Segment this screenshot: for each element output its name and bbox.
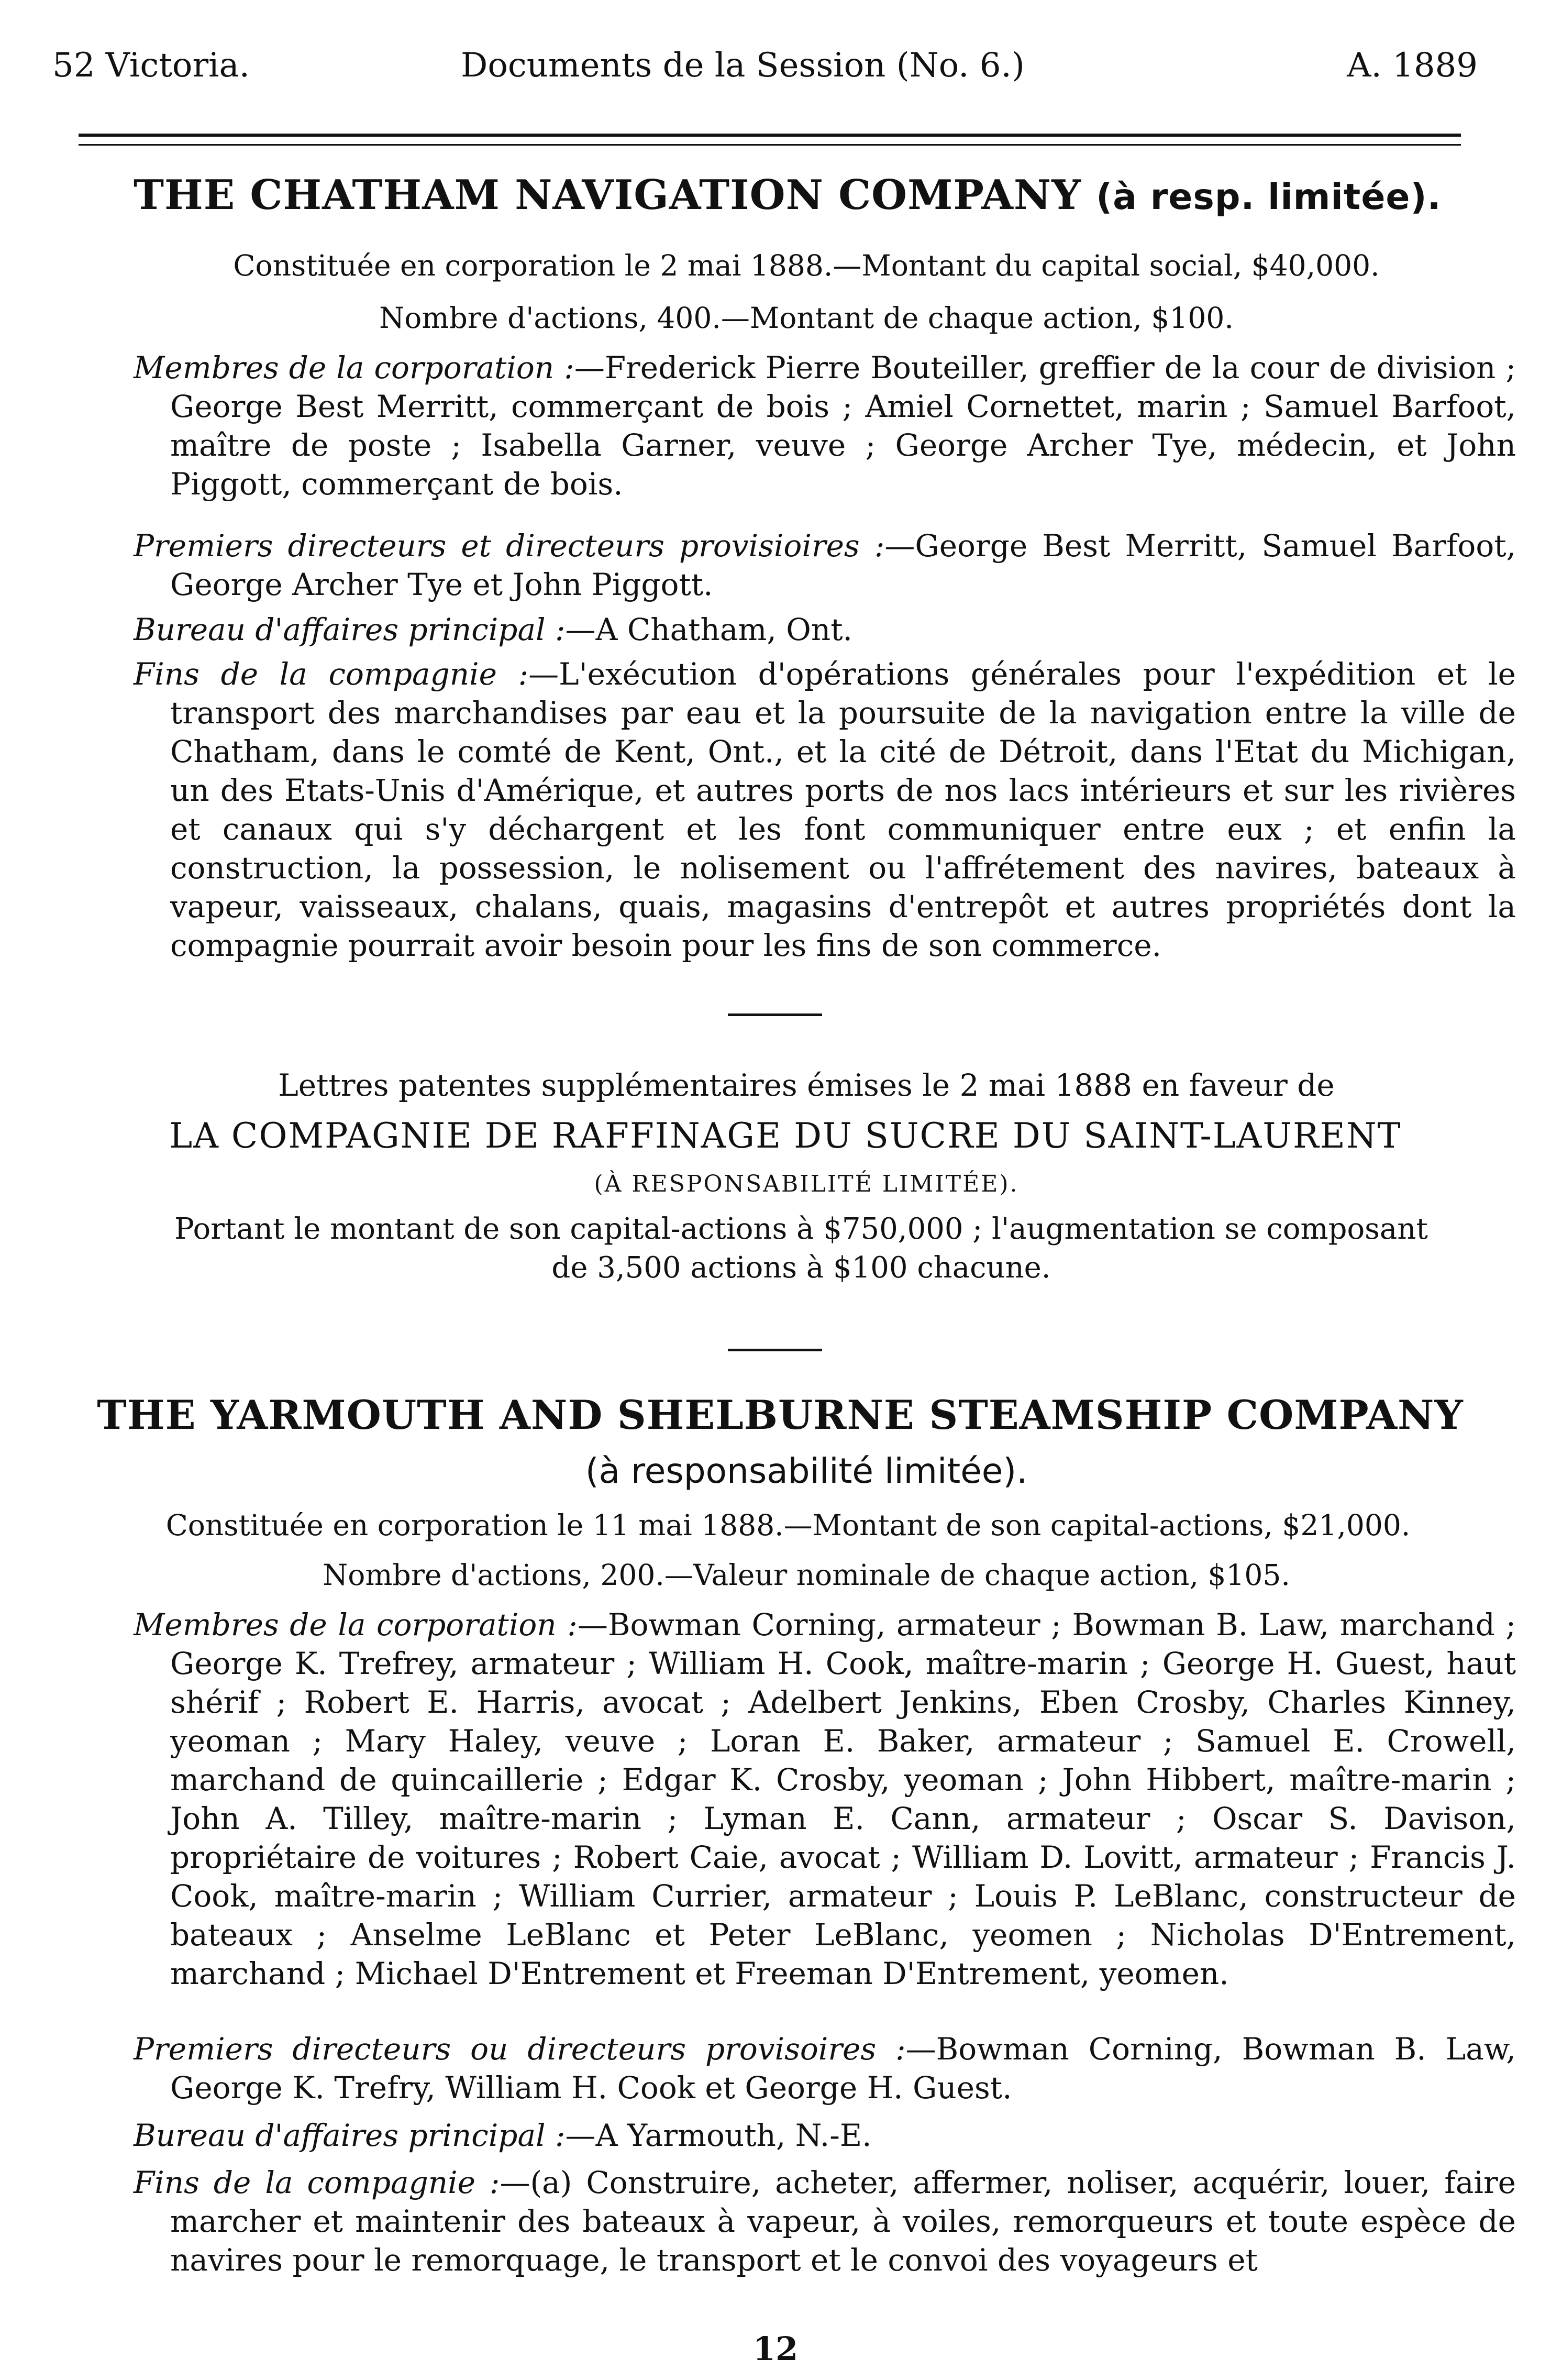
chatham-members-text: —Frederick Pierre Bouteiller, greffier de la cour de division ; George Best Merritt, commerçant de bois ; Amiel Cornettet, marin ; Samuel Barfoot, maître de poste ; Isabella Garner, veuve ; George Archer Tye, médecin, et John Piggott, commerçant de bois. [170, 350, 1516, 502]
chatham-title [134, 173, 1479, 218]
yarmouth-directors-label: Premiers directeurs ou directeurs provisoires : [134, 2031, 906, 2067]
yarmouth-shares-block [134, 1556, 1479, 1594]
sucre-intro-text: Lettres patentes supplémentaires émises le 2 mai 1888 en faveur de [278, 1067, 1335, 1103]
chatham-purposes-text: —L'exécution d'opérations générales pour l'expédition et le transport des marchandises par eau et la poursuite de la navigation entre la ville de Chatham, dans le comté de Kent, Ont., et la cité de Détroit, dans l'Etat du Michigan, un des Etats-Unis d'Amérique, et autres ports de nos lacs intérieurs et sur les rivières et canaux qui s'y déchargent et les font communiquer entre eux ; et enfin la construction, la possession, le nolisement ou l'affrétement des navires, bateaux à vapeur, vaisseaux, chalans, quais, magasins d'entrepôt et autres propriétés dont la compagnie pourrait avoir besoin pour les fins de son commerce. [170, 656, 1516, 963]
yarmouth-title: THE YARMOUTH AND SHELBURNE STEAMSHIP COMPANY [97, 1392, 1464, 1438]
chatham-members [134, 348, 1516, 503]
chatham-office-label: Bureau d'affaires principal : [134, 612, 566, 647]
sucre-title: LA COMPAGNIE DE RAFFINAGE DU SUCRE DU SAINT-LAURENT [169, 1116, 1402, 1156]
chatham-directors-label: Premiers directeurs et directeurs provisioires : [134, 528, 885, 564]
yarmouth-directors [134, 2030, 1516, 2107]
chatham-info [134, 246, 1479, 285]
chatham-title-text: THE CHATHAM NAVIGATION COMPANY [134, 171, 1081, 219]
sucre-body-line1: Portant le montant de son capital-actions à $750,000 ; l'augmentation se composant [174, 1212, 1428, 1246]
yarmouth-capital-line: Constituée en corporation le 11 mai 1888.—Montant de son capital-actions, $21,000. [165, 1508, 1411, 1542]
sucre-intro [134, 1066, 1479, 1105]
chatham-title-suffix: (à resp. limitée). [1096, 177, 1442, 218]
yarmouth-shares-line: Nombre d'actions, 200.—Valeur nominale de chaque action, $105. [323, 1558, 1290, 1592]
chatham-capital-line: Constituée en corporation le 2 mai 1888.—Montant du capital social, $40,000. [233, 249, 1380, 282]
chatham-directors-text: —George Best Merritt, Samuel Barfoot, George Archer Tye et John Piggott. [170, 528, 1516, 602]
running-head [52, 46, 1499, 93]
yarmouth-office [134, 2116, 1516, 2155]
yarmouth-title-block [73, 1393, 1487, 1437]
yarmouth-members [134, 1605, 1516, 1993]
chatham-office [134, 610, 1516, 649]
chatham-purposes-label: Fins de la compagnie : [134, 656, 529, 692]
chatham-directors [134, 526, 1516, 604]
header-year: A. 1889 [1347, 46, 1478, 85]
yarmouth-members-label: Membres de la corporation : [134, 1607, 578, 1643]
header-document-title: Documents de la Session (No. 6.) [461, 46, 1025, 85]
sucre-body-line2: de 3,500 actions à $100 chacune. [551, 1251, 1051, 1285]
header-double-rule [79, 134, 1461, 146]
yarmouth-office-text: —A Yarmouth, N.-E. [565, 2118, 872, 2153]
sucre-body [120, 1210, 1482, 1287]
sucre-title-block [105, 1116, 1466, 1156]
header-session-year: 52 Victoria. [52, 46, 250, 85]
page-number: 12 [752, 2330, 799, 2368]
yarmouth-directors-text: —Bowman Corning, Bowman B. Law, George K. Trefry, William H. Cook et George H. Guest. [170, 2031, 1516, 2106]
sucre-subtitle: (À RESPONSABILITÉ LIMITÉE). [594, 1171, 1019, 1197]
yarmouth-office-label: Bureau d'affaires principal : [134, 2118, 566, 2153]
yarmouth-purposes [134, 2163, 1516, 2279]
chatham-shares-line: Nombre d'actions, 400.—Montant de chaque action, $100. [379, 301, 1234, 335]
chatham-section [134, 173, 1479, 218]
section-divider-2 [728, 1349, 822, 1351]
yarmouth-purposes-label: Fins de la compagnie : [134, 2165, 500, 2200]
yarmouth-purposes-text: —(a) Construire, acheter, affermer, noliser, acquérir, louer, faire marcher et maintenir des bateaux à vapeur, à voiles, remorqueurs et toute espèce de navires pour le remorquage, le transport et le convoi des voyageurs et [170, 2165, 1516, 2278]
yarmouth-members-text: —Bowman Corning, armateur ; Bowman B. Law, marchand ; George K. Trefrey, armateur ; William H. Cook, maître-marin ; George H. Guest, haut shérif ; Robert E. Harris, avocat ; Adelbert Jenkins, Eben Crosby, Charles Kinney, yeoman ; Mary Haley, veuve ; Loran E. Baker, armateur ; Samuel E. Crowell, marchand de quincaillerie ; Edgar K. Crosby, yeoman ; John Hibbert, maître-marin ; John A. Tilley, maître-marin ; Lyman E. Cann, armateur ; Oscar S. Davison, propriétaire de voitures ; Robert Caie, avocat ; William D. Lovitt, armateur ; Francis J. Cook, maître-marin ; William Currier, armateur ; Louis P. LeBlanc, constructeur de bateaux ; Anselme LeBlanc et Peter LeBlanc, yeomen ; Nicholas D'Entrement, marchand ; Michael D'Entrement et Freeman D'Entrement, yeomen. [170, 1607, 1516, 1991]
chatham-members-label: Membres de la corporation : [134, 350, 574, 385]
chatham-purposes [134, 655, 1516, 965]
section-divider-1 [728, 1013, 822, 1016]
sucre-subtitle-block [134, 1171, 1479, 1197]
yarmouth-suffix-block [134, 1451, 1479, 1491]
yarmouth-capital-block [94, 1506, 1482, 1545]
chatham-shares [134, 299, 1479, 337]
chatham-office-text: —A Chatham, Ont. [565, 612, 852, 647]
yarmouth-title-suffix: (à responsabilité limitée). [585, 1451, 1028, 1491]
